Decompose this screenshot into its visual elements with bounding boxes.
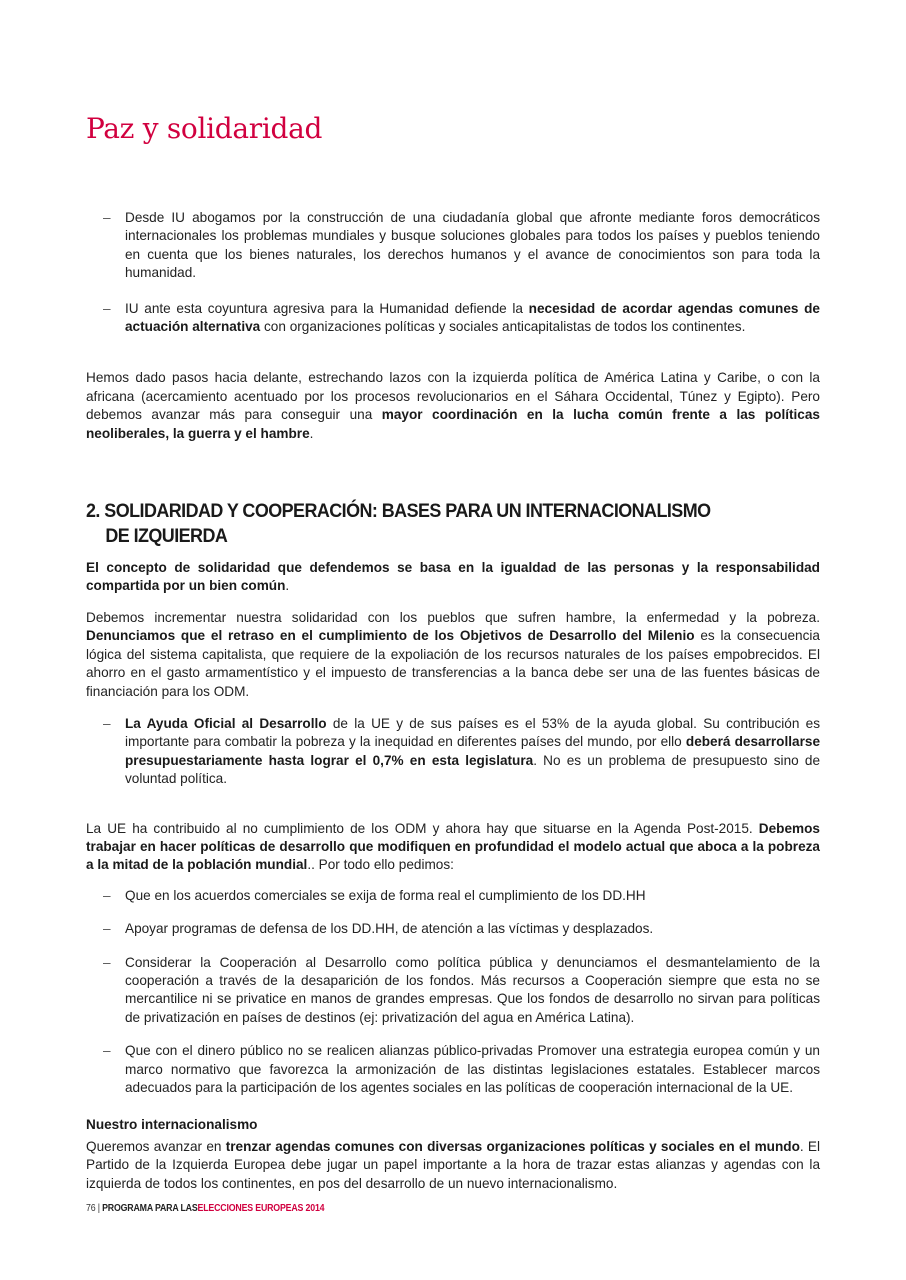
list-item: – Que en los acuerdos comerciales se exija de forma real el cumplimiento de los DD.HH — [86, 887, 820, 905]
paragraph-emphasis: Debemos trabajar en hacer políticas de desarrollo que modifiquen en profundidad el modelo actual que aboca a la pobreza a la mitad de la población mundial — [86, 820, 820, 873]
footer-program-label: PROGRAMA PARA LAS — [102, 1203, 198, 1214]
page-footer — [86, 1203, 324, 1214]
paragraph-emphasis: mayor coordinación en la lucha común frente a las políticas neoliberales, la guerra y el hambre — [86, 407, 820, 441]
page-title: Paz y solidaridad — [86, 112, 323, 145]
intro-paragraph: Hemos dado pasos hacia delante, estrechando lazos con la izquierda política de América Latina y Caribe, o con la africana (acercamiento acentuado por los procesos revolucionarios en el Sáhara Occidental, Túnez y Egipto). Pero debemos avanzar más para conseguir una mayor coordinación en la lucha común frente a las políticas neoliberales, la guerra y el hambre. — [86, 370, 820, 441]
bullet-emphasis: necesidad de acordar agendas comunes de actuación alternativa — [125, 300, 820, 335]
section-lead: El concepto de solidaridad que defendemos se basa en la igualdad de las personas y la responsabilidad compartida por un bien común. — [86, 560, 820, 594]
subsection-title: Nuestro internacionalismo — [86, 1117, 258, 1133]
bullet-text: con organizaciones políticas y sociales anticapitalistas de todos los continentes. — [260, 319, 746, 335]
page-number: 76 | — [86, 1203, 100, 1214]
bullet-text: IU ante esta coyuntura agresiva para la Humanidad defiende la — [125, 300, 529, 316]
bullet-text: Desde IU abogamos por la construcción de una ciudadanía global que afronte mediante foros democráticos internacionales los problemas mundiales y busque soluciones globales para todos los países y pueblos teniendo en cuenta que los bienes naturales, los derechos humanos y el avance de conocimientos son para toda la humanidad. — [125, 210, 820, 281]
section-heading: 2. SOLIDARIDAD Y COOPERACIÓN: BASES PARA UN INTERNACIONALISMO DE IZQUIERDA — [86, 500, 711, 548]
ue-paragraph: La UE ha contribuido al no cumplimiento de los ODM y ahora hay que situarse en la Agenda Post-2015. Debemos trabajar en hacer políticas de desarrollo que modifiquen en profundidad el modelo actual que aboca a la pobreza a la mitad de la población mundial.. Por todo ello pedimos: — [86, 820, 820, 873]
paragraph-emphasis: trenzar agendas comunes con diversas organizaciones políticas y sociales en el mundo — [225, 1138, 800, 1154]
list-item: – La Ayuda Oficial al Desarrollo de la UE y de sus países es el 53% de la ayuda global. Su contribución es importante para combatir la pobreza y la inequidad en diferentes países del mundo, por ello deberá desarrollarse presupuestariamente hasta lograr el 0,7% en esta legislatura. No es un problema de presupuesto sino de voluntad política. — [86, 715, 820, 789]
list-item: – Que con el dinero público no se realicen alianzas público-privadas Promover una estrategia europea común y un marco normativo que favorezca la armonización de las distintas legislaciones estatales. Establecer marcos adecuados para la participación de los agentes sociales en las políticas de cooperación internacional de la UE. — [86, 1042, 820, 1097]
list-item — [86, 209, 820, 283]
odm-paragraph: Debemos incrementar nuestra solidaridad con los pueblos que sufren hambre, la enfermedad y la pobreza. Denunciamos que el retraso en el cumplimiento de los Objetivos de Desarrollo del Milenio es la consecuencia lógica del sistema capitalista, que requiere de la expoliación de los recursos naturales de los países empobrecidos. El ahorro en el gasto armamentístico y el impuesto de transferencias a la banca debe ser una de las fuentes básicas de financiación para los ODM. — [86, 609, 820, 699]
paragraph-emphasis: Denunciamos que el retraso en el cumplimiento de los Objetivos de Desarrollo del Milenio — [86, 628, 695, 644]
subsection-paragraph: Queremos avanzar en trenzar agendas comunes con diversas organizaciones políticas y sociales en el mundo. El Partido de la Izquierda Europea debe jugar un papel importante a la hora de trazar estas alianzas y agendas con la izquierda de todos los continentes, en pos del desarrollo de un nuevo internacionalismo. — [86, 1138, 820, 1191]
document-body — [86, 209, 820, 1193]
list-item — [86, 300, 820, 337]
demands-list — [86, 887, 820, 1098]
aod-bullet-list — [86, 715, 820, 789]
list-item: – Considerar la Cooperación al Desarrollo como política pública y denunciamos el desmantelamiento de la cooperación a través de la desaparición de los fondos. Más recursos a Cooperación siempre que esta no se mercantilice ni se privatice en manos de grandes empresas. Que los fondos de desarrollo no sirvan para políticas de privatización en países de destinos (ej: privatización del agua en América Latina). — [86, 954, 820, 1028]
footer-elections-label: ELECCIONES EUROPEAS 2014 — [197, 1203, 325, 1214]
intro-bullet-list — [86, 209, 820, 336]
list-item: – Apoyar programas de defensa de los DD.HH, de atención a las víctimas y desplazados. — [86, 920, 820, 938]
